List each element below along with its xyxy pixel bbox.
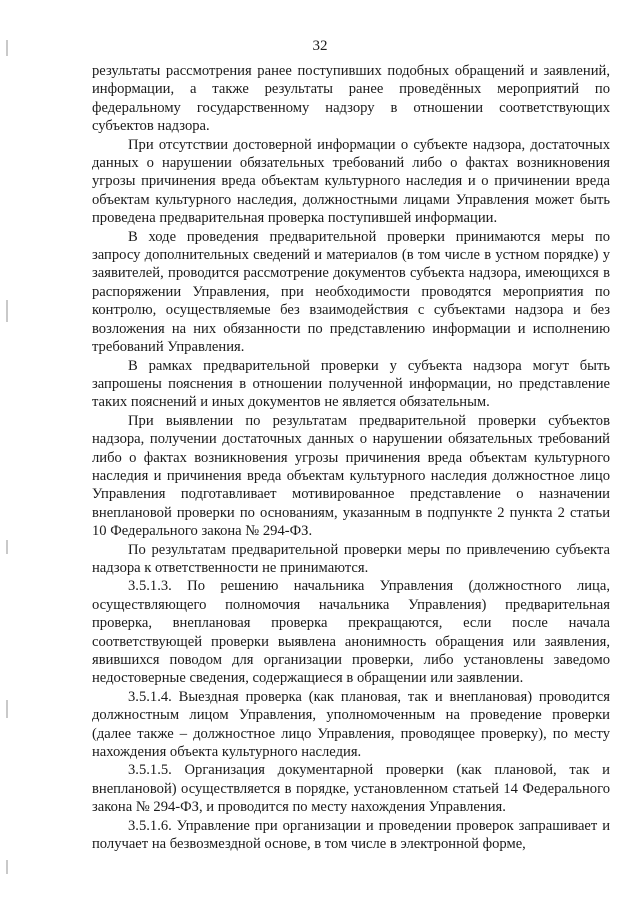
page-number: 32 xyxy=(312,38,328,54)
paragraph: При выявлении по результатам предварительной проверки субъектов надзора, получении достаточных данных о нарушении обязательных требований либо о фактах возникновения угрозы причинения вреда объектам культурного наследия и причинения вреда объектам культурного наследия должностное лицо Управления подготавливает мотивированное представление о назначении внеплановой проверки по основаниям, указанным в подпункте 2 пункта 2 статьи 10 Федерального закона № 294-ФЗ. xyxy=(92,412,610,540)
paragraph: В рамках предварительной проверки у субъекта надзора могут быть запрошены пояснения в отношении полученной информации, но представление таких пояснений и иных документов не является обязательным. xyxy=(92,357,610,411)
paragraph-3-5-1-6: 3.5.1.6. Управление при организации и проведении проверок запрашивает и получает на безвозмездной основе, в том числе в электронной форме, xyxy=(92,817,610,853)
paragraph: В ходе проведения предварительной проверки принимаются меры по запросу дополнительных сведений и материалов (в том числе в устном порядке) у заявителей, проводится рассмотрение документов субъекта надзора, имеющихся в распоряжении Управления, при необходимости проводятся мероприятия по контролю, осуществляемые без взаимодействия с субъектами надзора и без возложения на них обязанности по представлению информации и исполнению требований Управления. xyxy=(92,228,610,356)
scan-edge-mark xyxy=(6,540,8,554)
paragraph-3-5-1-5: 3.5.1.5. Организация документарной проверки (как плановой, так и внеплановой) осуществляется в порядке, установленном статьей 14 Федерального закона № 294-ФЗ, и проводится по месту нахождения Управления. xyxy=(92,762,610,816)
scan-edge-mark xyxy=(6,40,8,56)
paragraph-3-5-1-4: 3.5.1.4. Выездная проверка (как плановая, так и внеплановая) проводится должностным лицом Управления, уполномоченным на проведение проверки (далее также – должностное лицо Управления, проводящее проверку), по месту нахождения объекта культурного наследия. xyxy=(92,688,610,761)
scan-edge-mark xyxy=(6,300,8,322)
paragraph: При отсутствии достоверной информации о субъекте надзора, достаточных данных о нарушении обязательных требований либо о фактах возникновения угрозы причинения вреда объектам культурного наследия и о причинении вреда объектам культурного наследия, должностными лицами Управления может быть проведена предварительная проверка поступившей информации. xyxy=(92,136,610,227)
paragraph-continuation: результаты рассмотрения ранее поступивших подобных обращений и заявлений, информации, а также результаты ранее проведённых мероприятий по федеральному государственному надзору в отношении соответствующих субъектов надзора. xyxy=(92,63,610,135)
paragraph: По результатам предварительной проверки меры по привлечению субъекта надзора к ответственности не принимаются. xyxy=(92,541,610,576)
document-body xyxy=(92,62,610,853)
scan-edge-mark xyxy=(6,860,8,874)
paragraph-3-5-1-3: 3.5.1.3. По решению начальника Управления (должностного лица, осуществляющего полномочия начальника Управления) предварительная проверка, внеплановая проверка прекращаются, если после начала соответствующей проверки выявлена анонимность обращения или заявления, явившихся поводом для организации проверки, либо установлены заведомо недостоверные сведения, содержащиеся в обращении или заявлении. xyxy=(92,578,610,687)
scan-edge-mark xyxy=(6,700,8,718)
